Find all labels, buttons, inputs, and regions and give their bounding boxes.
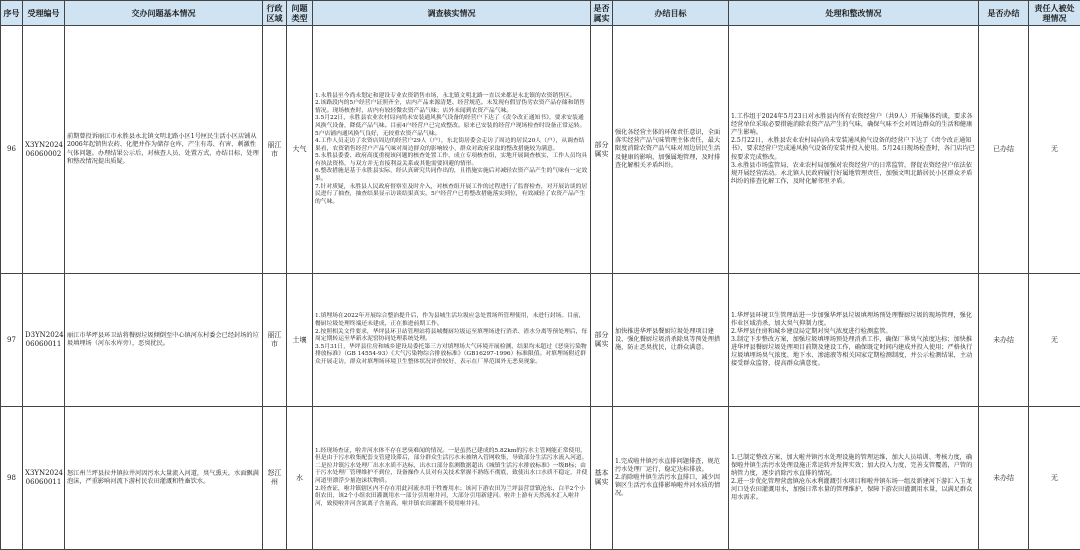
row-rectification: 1.华坪县环境卫生管理站进一步加强华坪县垃圾填埋场预处理餐厨垃圾的现场管理，强化作业区域消杀，加大臭气抑制力度。 2.华坪县住房和城乡建设局定期对臭气浓度进行检测监管。 3.制定下步整改方案，加强垃圾填埋场预处理消杀工作，确保厂界臭气浓度达标；加快推进华坪县餐厨垃圾处理项目前期及建设工作，确保既定时间内建成并投入使用；严格执行垃圾填埋场臭气浓度、地下水、渗滤液等相关国家定期检测制度，并公示检测结果，主动接受群众监督，提高群众满意度。 [729, 274, 979, 407]
col-header-closed: 是否办结 [979, 1, 1029, 26]
table-header-row [1, 1, 1080, 26]
row-no: 98 [1, 407, 23, 550]
row-closed: 未办结 [979, 407, 1029, 550]
row-investigation: 1.填埋场在2022年开展综合整治提升后，作为县城生活垃圾应急处置场所管理使用，未进行封场。目前，餐厨垃圾处理终端还未建成，正在推进前期工作。 2.按照相关文件要求，华坪县环卫站管理站将县城餐厨垃圾运至填埋场进行消杀、渣水分离等预处理后，每周定期转运至华新水泥窑协同处理系统处理。 3.5月31日，华坪县住房和城乡建设局委托第三方对填埋场大气环境开展检测，结果均未超过《恶臭污染物排放标准》（GB 14554-93）《大气污染物综合排放标准》（GB16297-1996）标准限值。对填埋场附近群众开展走访，群众对填埋场环境卫生整体状况评价较好，表示在厂界范围外无恶臭现象。 [313, 274, 591, 407]
row-closed: 已办结 [979, 26, 1029, 274]
row-true: 部分属实 [591, 26, 613, 274]
table-row [1, 26, 1080, 274]
row-investigation: 1.永胜县至今尚未划定和建设专业农资销售市场，永北镇文明北路一直以来都是永北镇的农资销售区。 2.该路段内的5户经营户证照齐全，店内产品来源清楚、经营规范。未发现有假冒伪劣农资产品存储和销售情况。现场核查时，店内有较轻微农资产品气味；店外未闻到农资产品气味。 3.5月22日，永胜县农业农村局向尚未安装通风换气设备的经营户下达了《责令改正通知书》，要求安装通风换气设备，降低产品气味。目前4户经营户已完成整改。原来已安装的经营户现场检查时设备正常运转。5户店铺内通风换气良好，无较重农资产品气味。 4.工作人员走访了农资店周边的经营户29人（户），东北街居委会走访了周边的居民20人（户），从调查结果看，农资销售经营户产品气味对周边群众的影响较小，群众对政府采取的整改措施较为满意。 5.永胜县委委、政府高度重视该问题的核查处置工作，成立专项核查组，实地开展调查核实，工作人员均具有执法资格，与双方并无直接利益关系或其他需要回避的情形。 6.整改措施是基于永胜县实际，经认真研究共同作出的，且措施实施后对减轻农资产品产生的气味有一定效果。 7.针对质疑，永胜县人民政府督察室及时介入，对核查组开展工作的过程进行了监督检查，对开展访谈的居民进行了抽查，抽查结果显示访谈结果真实。5户经营户已将整改措施落实到位，有效减轻了农资产品产生的气味。 [313, 26, 591, 274]
row-closed: 未办结 [979, 274, 1029, 407]
row-region: 丽江市 [263, 26, 287, 274]
row-issue: 丽江市华坪县环卫站将餐厨垃圾倾倒至中心镇河东村委会已经封场的垃圾填埋场（河东水库旁），恶臭扰民。 [65, 274, 263, 407]
row-region: 丽江市 [263, 274, 287, 407]
row-region: 怒江州 [263, 407, 287, 550]
row-rectification: 1.工作组于2024年5月23日对永胜县内所有农资经营户（共9人）开展集体约谈，要求各经营单位采取必要措施消除农资产品产生的气味，确保气味不会对周边群众的生活和健康产生影响。 2.5月22日，永胜县农业农村局向尚未安装通风换气设备的经营户下达了《责令改正通知书》，要求经营户完成通风换气设备的安装并投入使用。5月24日现场检查时，各门店均已按要求完成整改。 3.永胜县市场监管局、农业农村局加强对农资经营户的日常监管，督促农资经营户依法依规开展经营活动。永北镇人民政府履行好属地管理责任，加强文明北路居民小区群众矛盾纠纷的排查化解工作，及时化解邻里矛盾。 [729, 26, 979, 274]
col-header-id: 受理编号 [23, 1, 65, 26]
row-investigation: 1.经现场查证，啦井河水体不存在恶臭难闻的情况。一是虽然已建成的5.82km的污水主管网能正常使用，但是由于污水收集配套支管建设滞后，部分群众生活污水未被纳入管网收集，导致部分生活污水流入河道。二是拉井镇污水处理厂出水水质不达标，出水口部分监测数据超出《城镇生活污水排放标准》一级B标；由于污水处理厂管理维护不到位，设备操作人员对有关技术掌握不熟练不彻底，致使出水口水质不稳定，并使河道里漂浮少量泡沫状物质。 2.经查证，啦井镇辖区内不存在用此河流水用于牲畜用水；该河下游农田为兰坪县营盘镇沧东、白羊2个小组农田，该2个小组农田灌溉用水一部分引用啦井河，大部分引用新建河。啦井上游有天然流水汇入啦井河，致使啦井河含氮离子含量高，啦井镇农田灌溉不使用啦井河。 [313, 407, 591, 550]
row-true: 基本属实 [591, 407, 613, 550]
row-type: 大气 [287, 26, 313, 274]
row-true: 部分属实 [591, 274, 613, 407]
col-header-true: 是否属实 [591, 1, 613, 26]
table-row [1, 274, 1080, 407]
col-header-region: 行政区域 [263, 1, 287, 26]
row-id: D3YN2024 06060011 [23, 274, 65, 407]
row-target: 1.完成啦井镇污水直排问题排查，规范污水处理厂运行，稳定达标排放。 2.消除啦井镇生活污水直排口，减少因镇区生活污水直排影响啦井河水质的情况。 [613, 407, 729, 550]
row-issue: 前期曾投诉丽江市永胜县永北镇文明北路小区1号匣民生活小区店铺从2006年起销售农药、化肥并作为储存仓库，产生有毒、有害、刺激性气体问题。办理结果公示后，对核查人员、处置方式、办结目标、处理和整改情况提出质疑。 [65, 26, 263, 274]
row-id: X3YN2024 06060002 [23, 26, 65, 274]
row-no: 97 [1, 274, 23, 407]
row-penalty: 无 [1029, 26, 1080, 274]
col-header-investigation: 调查核实情况 [313, 1, 591, 26]
col-header-rectification: 处理和整改情况 [729, 1, 979, 26]
row-issue: 怒江州兰坪县拉井镇拉井河因污水大量流入河道，臭气熏天，水面飘满泡沫，严重影响河流下游村民农田灌溉和牲畜饮水。 [65, 407, 263, 550]
col-header-no: 序号 [1, 1, 23, 26]
row-target: 强化各经营主体的环保责任意识，全面落实经营产品气味管理主体责任，最大限度消除农资产品气味对周边居民生活及健康的影响，加强属地管理，及时排查化解相关矛盾纠纷。 [613, 26, 729, 274]
row-type: 水 [287, 407, 313, 550]
row-rectification: 1.已制定整改方案，加大啦井镇污水处理设施的管理运维，加大人员培训、考核力度，确保啦井镇生活污水处理设施正常运转并发挥实效；加大投入力度，完善支管覆盖，户管的纳管力度，逐步消除污水直排的情况。 2.进一步优化管理营盘镇沧东永利灌溉引水项目和啦井镇东场一组及新建河下游汇入玉龙河口处农田灌溉用水，加强日常水量的管理维护，保障下游农田灌溉用水量，以满足群众用水需求。 [729, 407, 979, 550]
table-row [1, 407, 1080, 550]
col-header-target: 办结目标 [613, 1, 729, 26]
row-id: X3YN2024 06060011 [23, 407, 65, 550]
row-penalty: 无 [1029, 407, 1080, 550]
row-penalty: 无 [1029, 274, 1080, 407]
row-target: 加快推进华坪县餐厨垃圾处理项目建设，强化餐厨垃圾消杀除臭等预处理措施，防止恶臭扰民，让群众满意。 [613, 274, 729, 407]
row-type: 土壤 [287, 274, 313, 407]
col-header-issue: 交办问题基本情况 [65, 1, 263, 26]
col-header-type: 问题类型 [287, 1, 313, 26]
row-no: 96 [1, 26, 23, 274]
col-header-penalty: 责任人被处理情况 [1029, 1, 1080, 26]
